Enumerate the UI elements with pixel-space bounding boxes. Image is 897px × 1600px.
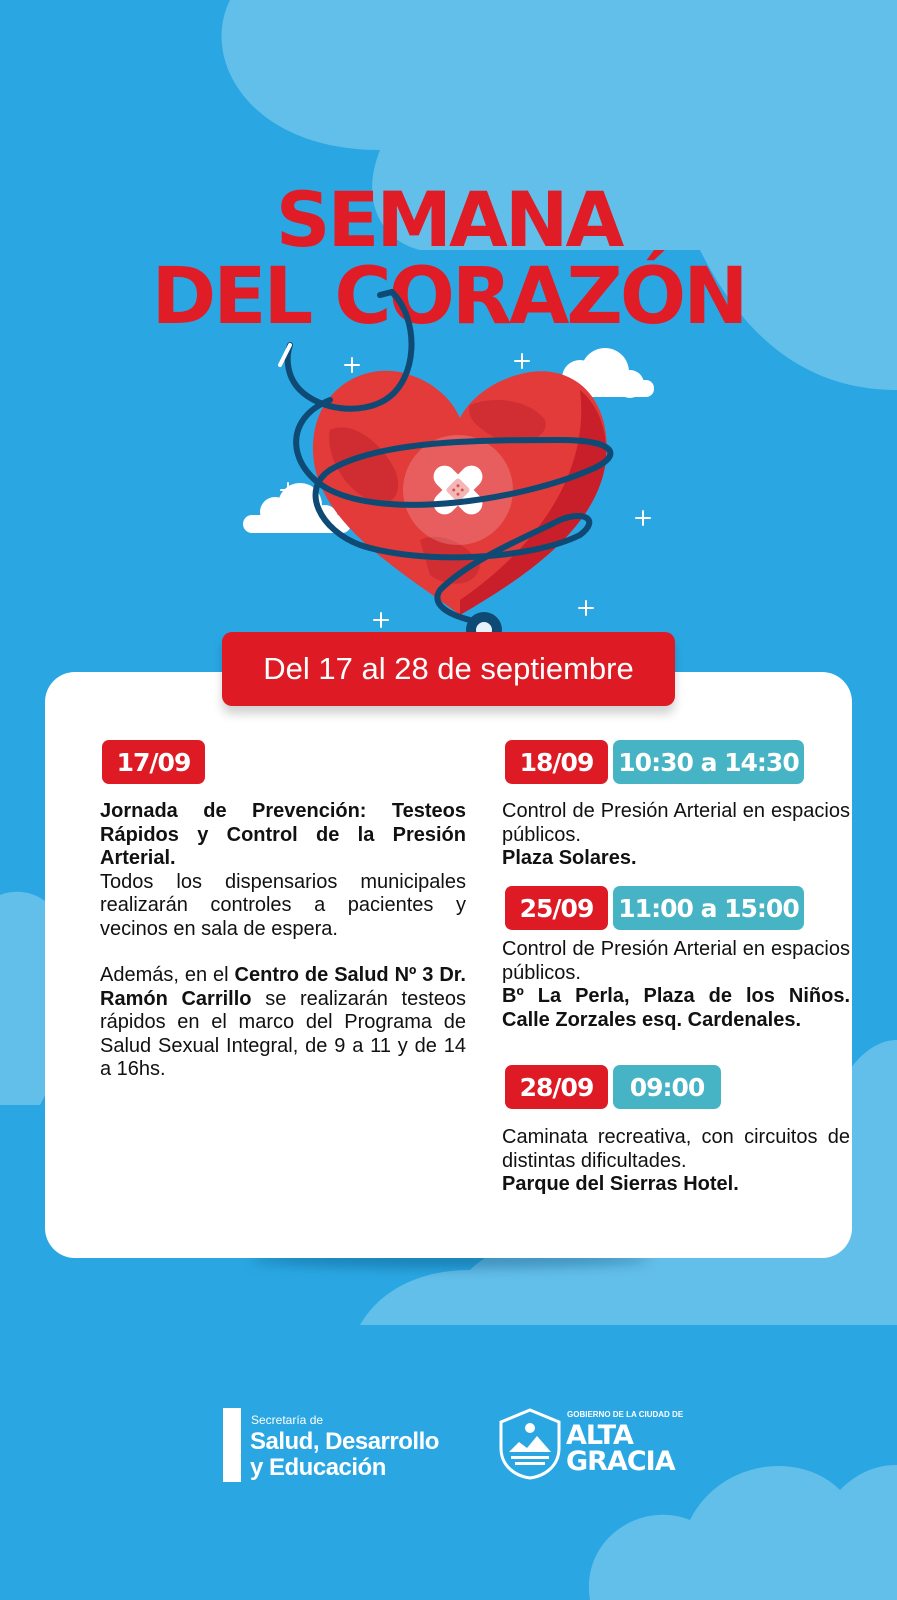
left-paragraph-1: Todos los dispensarios municipales realizarán controles a pacientes y vecinos en sala de espera. <box>100 870 466 940</box>
logo-bar <box>223 1408 241 1482</box>
left-heading: Jornada de Prevención: Testeos Rápidos y Control de la Presión Arterial. <box>100 800 466 869</box>
shield-crest-icon <box>497 1408 563 1480</box>
title-line-1: SEMANA <box>275 175 622 264</box>
left-paragraph-2-start: Además, en el <box>100 964 235 986</box>
sec-small-text: Secretaría de <box>251 1413 324 1427</box>
time-badge: 09:00 <box>613 1065 721 1109</box>
sec-line-1: Salud, Desarrollo <box>250 1428 439 1455</box>
event-place: Parque del Sierras Hotel. <box>502 1173 739 1195</box>
event-text <box>502 938 850 1032</box>
date-badge: 28/09 <box>505 1065 608 1109</box>
title-line-2: DEL CORAZÓN <box>151 252 746 342</box>
event-description: Control de Presión Arterial en espacios públicos. <box>502 800 850 846</box>
event-text <box>502 800 850 871</box>
gov-small-text: GOBIERNO DE LA CIUDAD DE <box>567 1410 684 1419</box>
event-description: Caminata recreativa, con circuitos de distintas dificultades. <box>502 1126 850 1172</box>
event-text <box>502 1126 850 1197</box>
sec-line-2: y Educación <box>250 1454 386 1481</box>
date-badge: 25/09 <box>505 886 608 930</box>
time-badge: 11:00 a 15:00 <box>613 886 804 930</box>
date-badge: 17/09 <box>102 740 205 784</box>
left-column-text <box>100 800 466 1082</box>
schedule-card <box>45 672 852 1258</box>
event-place: Bº La Perla, Plaza de los Niños. Calle Zorzales esq. Cardenales. <box>502 985 850 1031</box>
date-range-banner: Del 17 al 28 de septiembre <box>222 632 675 706</box>
event-description: Control de Presión Arterial en espacios públicos. <box>502 938 850 984</box>
date-badge: 18/09 <box>505 740 608 784</box>
time-badge: 10:30 a 14:30 <box>613 740 804 784</box>
event-place: Plaza Solares. <box>502 847 637 869</box>
heart-illustration <box>0 0 897 700</box>
left-paragraph-2-end: se realizarán testeos rápidos en el marco del Programa de Salud Sexual Integral, de 9 a 11 y de 14 a 16hs. <box>100 987 466 1080</box>
gov-line-1: ALTA <box>566 1420 633 1451</box>
health-center-name: Centro de Salud Nº 3 Dr. Ramón Carrillo <box>100 964 466 1010</box>
gov-line-2: GRACIA <box>566 1446 675 1477</box>
